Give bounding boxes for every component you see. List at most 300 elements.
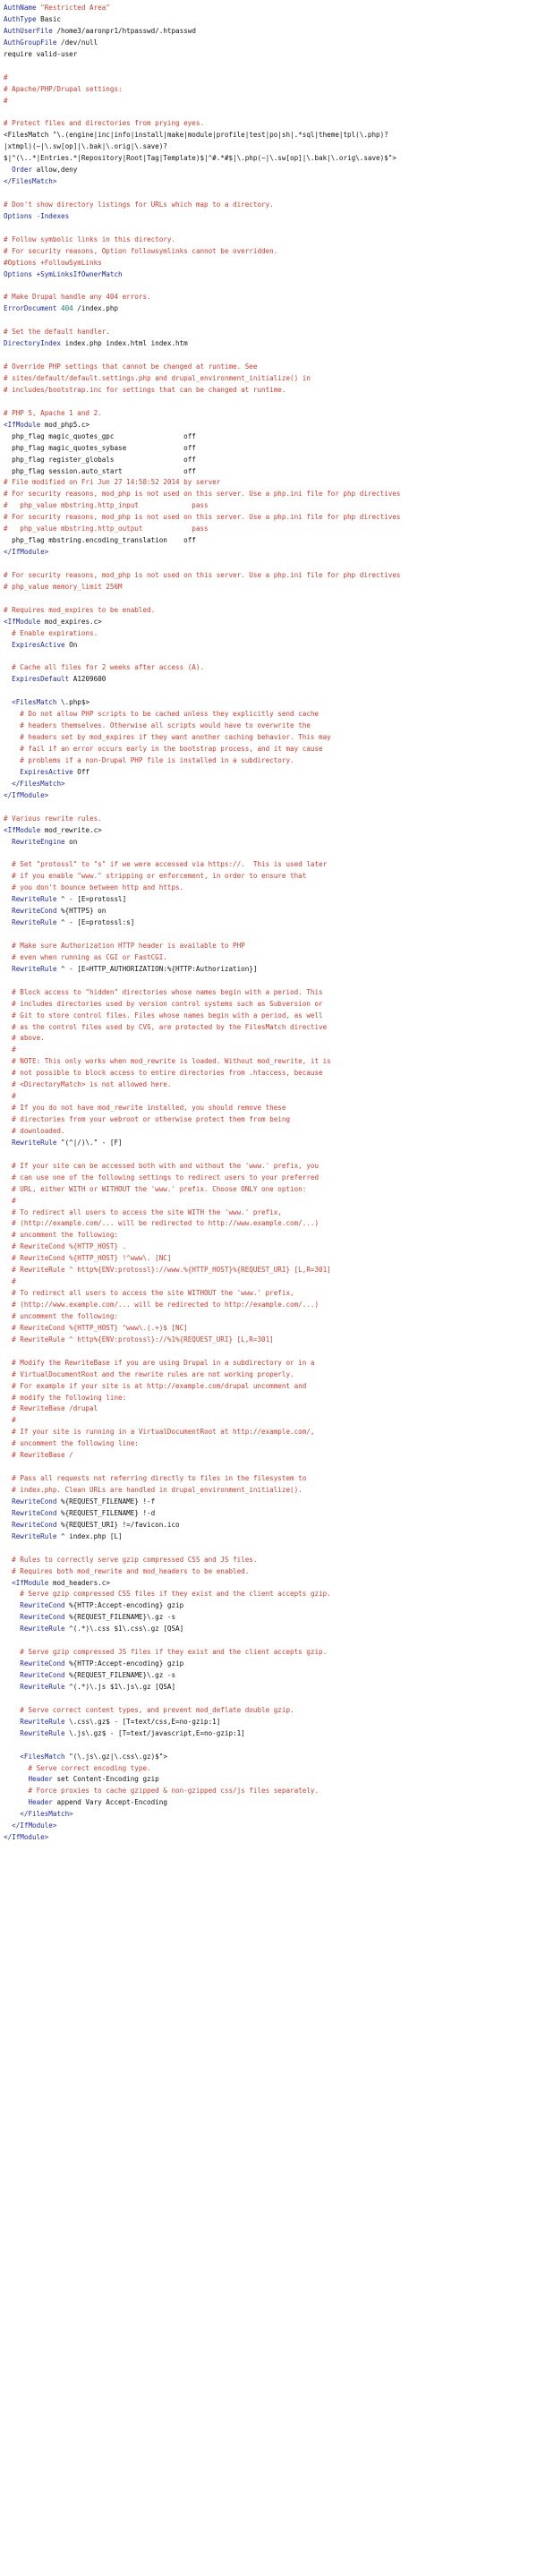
comment-token: # For security reasons, mod_php is not used on this server. Use a php.ini file for php directives — [4, 490, 401, 499]
directive-token: <IfModule — [4, 617, 41, 626]
code-line — [4, 1265, 537, 1276]
text-token — [4, 675, 12, 683]
code-line — [4, 246, 537, 258]
directive-token: </FilesMatch> — [20, 1810, 73, 1819]
code-line — [4, 303, 537, 315]
code-line — [4, 1207, 537, 1219]
text-token — [4, 1753, 20, 1761]
comment-token: # — [4, 73, 8, 81]
text-token: set Content-Encoding gzip — [52, 1775, 159, 1784]
comment-token: # VirtualDocumentRoot and the rewrite rules are not working properly. — [4, 1369, 294, 1378]
directive-token: </IfModule> — [4, 790, 49, 799]
code-line — [4, 917, 537, 929]
text-token — [4, 965, 12, 973]
directive-token: Order — [12, 166, 33, 175]
text-token — [4, 1718, 20, 1726]
text-token — [4, 838, 12, 846]
text-token: /home3/aaronpr1/htpasswd/.htpasswd — [52, 26, 196, 35]
text-token — [4, 1671, 20, 1679]
directive-token: RewriteCond — [12, 907, 57, 916]
comment-token: # directories from your webroot or otherwise protect them from being — [4, 1115, 291, 1123]
code-line — [4, 1566, 537, 1578]
code-line — [4, 176, 537, 188]
code-line — [4, 652, 537, 663]
comment-token: # as the control files used by CVS, are protected by the FilesMatch directive — [4, 1022, 328, 1031]
code-line — [4, 200, 537, 211]
code-line — [4, 489, 537, 500]
code-line — [4, 941, 537, 952]
text-token: \.css\.gz$ - [T=text/css,E=no-gzip:1] — [64, 1717, 221, 1726]
code-line — [4, 1600, 537, 1612]
directive-token: RewriteCond — [20, 1659, 65, 1668]
directive-token: RewriteRule — [20, 1728, 65, 1737]
comment-token: # RewriteCond %{HTTP_HOST} ^www\.(.+)$ [NC] — [4, 1323, 188, 1332]
comment-token: # headers set by mod_expires if they want another caching behavior. This may — [4, 733, 331, 742]
text-token: ^(.*)\.css $1\.css\.gz [QSA] — [64, 1625, 184, 1633]
text-token — [4, 1509, 12, 1517]
comment-token: # <DirectoryMatch> is not allowed here. — [4, 1080, 172, 1089]
directive-token: AuthGroupFile — [4, 38, 57, 47]
comment-token: # RewriteRule ^ http%{ENV:protossl}://www.%{HTTP_HOST}%{REQUEST_URI} [L,R=301] — [4, 1266, 331, 1275]
comment-token: # Don't show directory listings for URLs which map to a directory. — [4, 200, 274, 209]
code-line — [4, 1114, 537, 1126]
code-line — [4, 929, 537, 941]
text-token: php_flag magic_quotes_gpc off — [4, 431, 196, 440]
comment-token: # Various rewrite rules. — [4, 814, 102, 823]
code-line — [4, 640, 537, 652]
text-token: append Vary Accept-Encoding — [52, 1798, 167, 1807]
code-line — [4, 859, 537, 871]
directive-token: <FilesMatch — [20, 1752, 65, 1761]
code-line — [4, 883, 537, 894]
comment-token: # Modify the RewriteBase if you are using Drupal in a subdirectory or in a — [4, 1358, 315, 1367]
comment-token: # not possible to block access to entire directories from .htaccess, because — [4, 1069, 323, 1078]
comment-token: # — [4, 96, 8, 105]
code-line — [4, 964, 537, 976]
comment-token: # Block access to "hidden" directories whose names begin with a period. This — [4, 987, 323, 996]
code-line — [4, 732, 537, 744]
code-line — [4, 1056, 537, 1068]
comment-token: # — [4, 1196, 16, 1205]
code-line — [4, 1705, 537, 1717]
text-token: \.php$> — [56, 698, 90, 707]
code-line — [4, 350, 537, 362]
code-line — [4, 814, 537, 825]
code-line — [4, 779, 537, 790]
code-line — [4, 153, 537, 165]
comment-token: "Restricted Area" — [36, 4, 110, 12]
directive-token: RewriteRule — [12, 1531, 57, 1540]
code-line — [4, 362, 537, 373]
code-line — [4, 61, 537, 73]
directive-token: RewriteRule — [12, 964, 57, 973]
code-line — [4, 802, 537, 814]
directive-token: Header — [28, 1775, 53, 1784]
comment-token: # — [4, 1277, 16, 1286]
code-line — [4, 570, 537, 582]
comment-token: # Serve gzip compressed JS files if they exist and the client accepts gzip. — [4, 1648, 328, 1657]
code-line — [4, 559, 537, 570]
text-token: allow,deny — [32, 166, 78, 175]
code-line — [4, 1358, 537, 1369]
directive-token: RewriteCond — [20, 1601, 65, 1610]
comment-token: # URL, either WITH or WITHOUT the 'www.' prefix. Choose ONLY one option: — [4, 1184, 307, 1193]
comment-token: # even when running as CGI or FastCGI. — [4, 952, 167, 961]
comment-token: # Enable expirations. — [4, 628, 98, 637]
code-line — [4, 1091, 537, 1103]
code-line — [4, 1103, 537, 1114]
code-line — [4, 593, 537, 605]
directive-token: <IfModule — [4, 825, 41, 834]
directive-token: AuthType — [4, 14, 37, 23]
code-line — [4, 1774, 537, 1786]
code-line — [4, 987, 537, 999]
comment-token: # Requires both mod_rewrite and mod_headers to be enabled. — [4, 1566, 250, 1575]
comment-token: # Make sure Authorization HTTP header is available to PHP — [4, 941, 245, 950]
text-token — [4, 918, 12, 926]
comment-token: # If you do not have mod_rewrite installed, you should remove these — [4, 1104, 286, 1113]
code-line — [4, 1462, 537, 1473]
directive-token: </FilesMatch> — [12, 779, 65, 788]
text-token: ^ - [E=protossl] — [56, 895, 127, 904]
text-token: mod_expires.c> — [40, 617, 102, 626]
code-line — [4, 1682, 537, 1693]
code-line — [4, 628, 537, 640]
text-token: Off — [72, 767, 90, 776]
directive-token: AuthUserFile — [4, 26, 53, 35]
comment-token: # Do not allow PHP scripts to be cached unless they explicitly send cache — [4, 710, 320, 719]
comment-token: # problems if a non-Drupal PHP file is installed in a subdirectory. — [4, 755, 294, 764]
comment-token: # uncomment the following: — [4, 1231, 119, 1240]
directive-token: Options — [4, 269, 33, 278]
text-token: %{HTTP:Accept-encoding} gzip — [64, 1659, 184, 1668]
text-token: ^ - [E=HTTP_AUTHORIZATION:%{HTTP:Authorization}] — [56, 964, 258, 973]
comment-token: # if you enable "www." stripping or enforcement, in order to ensure that — [4, 872, 307, 881]
comment-token: # RewriteBase /drupal — [4, 1404, 98, 1413]
code-line — [4, 1578, 537, 1590]
comment-token: # RewriteCond %{HTTP_HOST} !^www\. [NC] — [4, 1254, 172, 1263]
comment-token: # uncomment the following line: — [4, 1439, 139, 1448]
comment-token: # Make Drupal handle any 404 errors. — [4, 293, 151, 302]
code-line — [4, 1335, 537, 1346]
code-line — [4, 1763, 537, 1775]
code-line — [4, 1045, 537, 1056]
directive-token: DirectoryIndex — [4, 339, 62, 348]
text-token: %{REQUEST_FILENAME} !-f — [56, 1497, 156, 1506]
code-line — [4, 1797, 537, 1809]
code-line — [4, 512, 537, 524]
code-line — [4, 1427, 537, 1438]
code-line — [4, 662, 537, 674]
text-token: /index.php — [72, 304, 119, 313]
comment-token: # can use one of the following settings to redirect users to your preferred — [4, 1173, 320, 1181]
text-token: /dev/null — [56, 38, 98, 47]
code-line — [4, 165, 537, 176]
text-token: index.php index.html index.htm — [61, 339, 188, 348]
code-line — [4, 269, 537, 281]
code-line — [4, 397, 537, 408]
directive-token: RewriteCond — [12, 1508, 57, 1517]
code-line — [4, 1415, 537, 1427]
directive-token: +SymLinksIfOwnerMatch — [36, 269, 123, 278]
code-line — [4, 1230, 537, 1241]
directive-token: RewriteCond — [12, 1497, 57, 1506]
code-line — [4, 524, 537, 535]
code-line — [4, 1543, 537, 1555]
directive-token: RewriteEngine — [12, 837, 65, 846]
comment-token: # NOTE: This only works when mod_rewrite is loaded. Without mod_rewrite, it is — [4, 1057, 331, 1066]
code-line — [4, 1369, 537, 1381]
text-token: |xtmpl)(~|\.sw[op]|\.bak|\.orig|\.save)? — [4, 142, 167, 151]
code-line — [4, 721, 537, 732]
code-line — [4, 431, 537, 443]
text-token: %{REQUEST_FILENAME}\.gz -s — [64, 1613, 176, 1622]
text-token: php_flag mbstring.encoding_translation off — [4, 536, 196, 545]
directive-token: </FilesMatch> — [4, 177, 57, 186]
code-line — [4, 420, 537, 431]
directive-token: </IfModule> — [4, 548, 49, 557]
code-line — [4, 1381, 537, 1393]
code-line — [4, 547, 537, 559]
code-line — [4, 697, 537, 709]
code-line — [4, 500, 537, 512]
directive-token: ExpiresActive — [12, 640, 65, 649]
text-token: ^ - [E=protossl:s] — [56, 918, 135, 927]
code-line — [4, 477, 537, 489]
directive-token: </IfModule> — [4, 1833, 49, 1842]
text-token: Basic — [36, 14, 62, 23]
code-line — [4, 837, 537, 849]
code-line — [4, 38, 537, 49]
code-line — [4, 1555, 537, 1566]
comment-token: # (http://www.example.com/... will be redirected to http://example.com/...) — [4, 1301, 320, 1309]
text-token: %{HTTP:Accept-encoding} gzip — [64, 1601, 184, 1610]
code-line — [4, 14, 537, 26]
code-line — [4, 744, 537, 755]
code-line — [4, 211, 537, 223]
code-line — [4, 1809, 537, 1821]
code-line — [4, 1473, 537, 1485]
comment-token: # For security reasons, mod_php is not used on this server. Use a php.ini file for php directives — [4, 513, 401, 522]
code-line — [4, 96, 537, 107]
code-line — [4, 141, 537, 153]
comment-token: # includes/bootstrap.inc for settings that can be changed at runtime. — [4, 385, 286, 394]
text-token — [4, 1775, 28, 1783]
directive-token: RewriteRule — [12, 895, 57, 904]
code-line — [4, 188, 537, 200]
code-line — [4, 1173, 537, 1184]
text-token — [4, 1532, 12, 1540]
code-line — [4, 1288, 537, 1300]
code-line — [4, 130, 537, 141]
comment-token: # index.php. Clean URLs are handled in drupal_environment_initialize(). — [4, 1486, 303, 1494]
code-line — [4, 976, 537, 987]
comment-token: # RewriteBase / — [4, 1451, 73, 1460]
text-token — [4, 1729, 20, 1737]
text-token: php_flag magic_quotes_sybase off — [4, 443, 196, 452]
comment-token: # you don't bounce between http and https. — [4, 883, 184, 892]
text-token: \.js\.gz$ - [T=text/javascript,E=no-gzip:1] — [64, 1728, 245, 1737]
code-line — [4, 73, 537, 84]
code-line — [4, 1497, 537, 1508]
comment-token: # uncomment the following: — [4, 1311, 119, 1320]
code-line — [4, 1717, 537, 1728]
code-line — [4, 1531, 537, 1543]
comment-token: # includes directories used by version control systems such as Subversion or — [4, 999, 323, 1008]
directive-token: RewriteRule — [20, 1682, 65, 1691]
directive-token: ErrorDocument — [4, 304, 57, 313]
code-line — [4, 1253, 537, 1265]
code-line — [4, 1138, 537, 1149]
directive-token: </IfModule> — [12, 1821, 57, 1830]
text-token — [4, 1625, 20, 1633]
code-line — [4, 26, 537, 38]
code-line — [4, 535, 537, 547]
text-token: $|^(\..*|Entries.*|Repository|Root|Tag|Template)$|^#.*#$|\.php(~|\.sw[op]|\.bak|\.orig\.save)$"> — [4, 154, 396, 163]
code-line — [4, 1022, 537, 1034]
directive-token: ExpiresActive — [20, 767, 73, 776]
code-line — [4, 1403, 537, 1415]
directive-token: AuthName — [4, 4, 37, 12]
text-token — [4, 641, 12, 649]
text-token: php_flag session.auto_start off — [4, 466, 196, 475]
text-token: %{HTTPS} on — [56, 907, 107, 916]
text-token: %{REQUEST_FILENAME}\.gz -s — [64, 1671, 176, 1679]
comment-token: # sites/default/default.settings.php and drupal_environment_initialize() in — [4, 374, 311, 382]
code-line — [4, 1438, 537, 1450]
code-line — [4, 1728, 537, 1740]
code-line — [4, 223, 537, 235]
text-token — [4, 780, 12, 788]
code-line — [4, 466, 537, 478]
directive-token: RewriteCond — [12, 1520, 57, 1529]
code-line — [4, 327, 537, 338]
code-line — [4, 1832, 537, 1844]
code-line — [4, 235, 537, 246]
code-line — [4, 292, 537, 303]
code-line — [4, 617, 537, 628]
text-token — [4, 768, 20, 776]
code-line — [4, 338, 537, 350]
code-line — [4, 1693, 537, 1705]
text-token: ^ index.php [L] — [56, 1531, 123, 1540]
text-token: ^(.*)\.js $1\.js\.gz [QSA] — [64, 1682, 176, 1691]
code-line — [4, 871, 537, 883]
text-token — [4, 1798, 28, 1806]
directive-token: Options — [4, 211, 33, 220]
text-token — [4, 1810, 20, 1818]
comment-token: # — [4, 1416, 16, 1425]
text-token: require valid-user — [4, 49, 78, 58]
code-line — [4, 443, 537, 455]
text-token — [4, 1497, 12, 1506]
code-line — [4, 281, 537, 293]
comment-token: # above. — [4, 1034, 45, 1043]
code-line — [4, 84, 537, 96]
code-line — [4, 1647, 537, 1659]
comment-token: # If your site can be accessed both with and without the 'www.' prefix, you — [4, 1161, 320, 1170]
text-token — [4, 895, 12, 903]
text-token: "(\.js\.gz|\.css\.gz)$"> — [64, 1752, 167, 1761]
code-line — [4, 686, 537, 697]
comment-token: # Apache/PHP/Drupal settings: — [4, 84, 123, 93]
code-line — [4, 1450, 537, 1462]
code-line — [4, 373, 537, 385]
code-line — [4, 1068, 537, 1079]
code-line — [4, 582, 537, 593]
directive-token: ExpiresDefault — [12, 675, 70, 684]
text-token: <FilesMatch "\.(engine|inc|info|install|make|module|profile|test|po|sh|.*sql|theme|tpl(\.php)? — [4, 131, 388, 140]
code-line — [4, 767, 537, 779]
code-line — [4, 3, 537, 14]
code-line — [4, 1079, 537, 1091]
comment-token: # Set "protossl" to "s" if we were accessed via https://. This is used later — [4, 860, 328, 869]
text-token — [4, 698, 12, 706]
code-line — [4, 1241, 537, 1253]
comment-token: # php_value mbstring.http_output pass — [4, 525, 209, 533]
text-token — [4, 1659, 20, 1668]
text-token: "(^|/)\." - [F] — [56, 1138, 123, 1147]
code-line — [4, 49, 537, 61]
comment-token: # Serve correct encoding type. — [4, 1763, 151, 1772]
code-line — [4, 1393, 537, 1404]
code-line — [4, 1011, 537, 1022]
directive-token: Header — [28, 1798, 53, 1807]
code-line — [4, 906, 537, 917]
code-line — [4, 605, 537, 617]
code-line — [4, 1346, 537, 1358]
comment-token: # For security reasons, mod_php is not used on this server. Use a php.ini file for php directives — [4, 570, 401, 579]
comment-token: # downloaded. — [4, 1126, 65, 1135]
text-token: mod_rewrite.c> — [40, 825, 102, 834]
comment-token: # headers themselves. Otherwise all scripts would have to overwrite the — [4, 721, 311, 730]
code-line — [4, 385, 537, 397]
comment-token: # — [4, 1045, 16, 1054]
directive-token: RewriteCond — [20, 1613, 65, 1622]
text-token: %{REQUEST_FILENAME} !-d — [56, 1508, 156, 1517]
code-line — [4, 1612, 537, 1624]
code-line — [4, 1508, 537, 1520]
code-line — [4, 790, 537, 802]
text-token: mod_php5.c> — [40, 420, 90, 429]
number-token: 404 — [61, 304, 73, 313]
comment-token: # Serve correct content types, and prevent mod_deflate double gzip. — [4, 1705, 294, 1714]
comment-token: # RewriteCond %{HTTP_HOST} . — [4, 1242, 127, 1251]
directive-token: RewriteRule — [20, 1717, 65, 1726]
text-token — [4, 1579, 12, 1587]
directive-token: RewriteRule — [12, 1138, 57, 1147]
text-token — [4, 166, 12, 174]
comment-token: # Requires mod_expires to be enabled. — [4, 605, 156, 614]
text-token: on — [64, 837, 78, 846]
code-line — [4, 1149, 537, 1161]
code-line — [4, 1196, 537, 1207]
comment-token: # — [4, 1092, 16, 1101]
text-token: A1209600 — [69, 675, 107, 684]
comment-token: # Rules to correctly serve gzip compressed CSS and JS files. — [4, 1555, 258, 1564]
code-line — [4, 258, 537, 269]
comment-token: # Pass all requests not referring directly to files in the filesystem to — [4, 1474, 307, 1483]
code-line — [4, 1033, 537, 1045]
comment-token: # For example if your site is at http://example.com/drupal uncomment and — [4, 1381, 307, 1390]
text-token — [4, 1613, 20, 1621]
text-token: %{REQUEST_URI} !=/favicon.ico — [56, 1520, 180, 1529]
comment-token: # Follow symbolic links in this directory. — [4, 235, 176, 243]
comment-token: # Cache all files for 2 weeks after access (A). — [4, 663, 205, 672]
code-line — [4, 1300, 537, 1311]
code-line — [4, 1184, 537, 1196]
code-line — [4, 755, 537, 767]
